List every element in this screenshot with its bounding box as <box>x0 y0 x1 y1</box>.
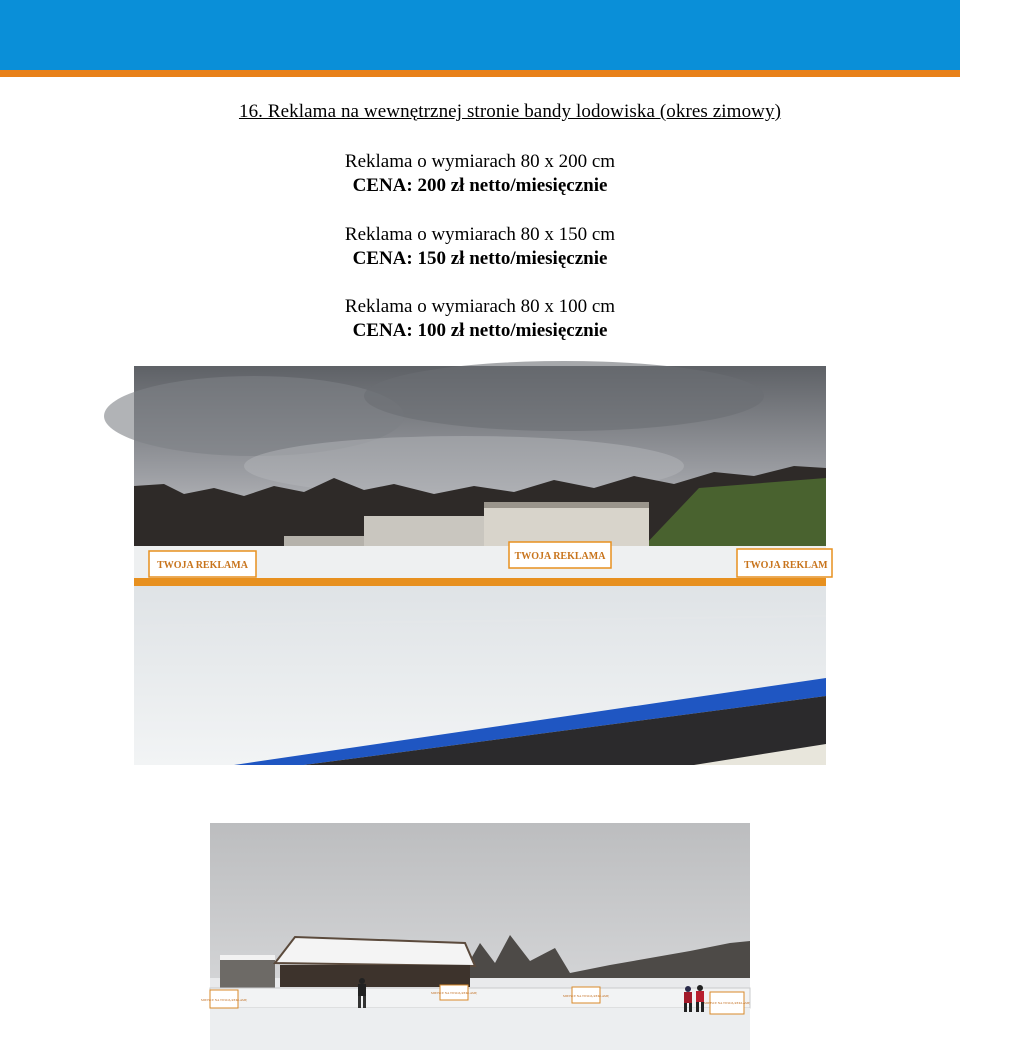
ad-label: TWOJA REKLAMA <box>157 560 248 571</box>
offer-size: Reklama o wymiarach 80 x 200 cm <box>344 151 616 172</box>
offer-100 <box>0 295 960 343</box>
offer-price: CENA: 100 zł netto/miesięcznie <box>352 320 608 341</box>
ad-board-left <box>149 551 256 577</box>
offer-price: CENA: 150 zł netto/miesięcznie <box>352 248 608 269</box>
svg-text:MIEJSCE NA TWOJĄ REKLAMĘ: MIEJSCE NA TWOJĄ REKLAMĘ <box>201 998 247 1002</box>
offer-size: Reklama o wymiarach 80 x 100 cm <box>344 296 616 317</box>
rink-photo-1 <box>134 366 826 765</box>
section-title: 16. Reklama na wewnętrznej stronie bandy lodowiska (okres zimowy) <box>238 101 782 122</box>
ad-label: TWOJA REKLAMA <box>514 551 606 562</box>
offer-150 <box>0 223 960 271</box>
header-bar <box>0 0 960 70</box>
ad-label: TWOJA REKLAM <box>744 560 828 571</box>
offer-size: Reklama o wymiarach 80 x 150 cm <box>344 224 616 245</box>
ad-board-right <box>737 549 832 577</box>
rink-photo-2 <box>201 823 750 1050</box>
ad-board-center <box>509 542 611 568</box>
svg-text:MIEJSCE NA TWOJĄ REKLAMĘ: MIEJSCE NA TWOJĄ REKLAMĘ <box>431 991 477 995</box>
offer-200 <box>0 150 960 198</box>
svg-text:MIEJSCE NA TWOJĄ REKLAMĘ: MIEJSCE NA TWOJĄ REKLAMĘ <box>704 1001 750 1005</box>
svg-text:MIEJSCE NA TWOJĄ REKLAMĘ: MIEJSCE NA TWOJĄ REKLAMĘ <box>563 994 609 998</box>
offer-price: CENA: 200 zł netto/miesięcznie <box>352 175 608 196</box>
ad-sign <box>704 992 750 1014</box>
header-accent-stripe <box>0 70 960 77</box>
